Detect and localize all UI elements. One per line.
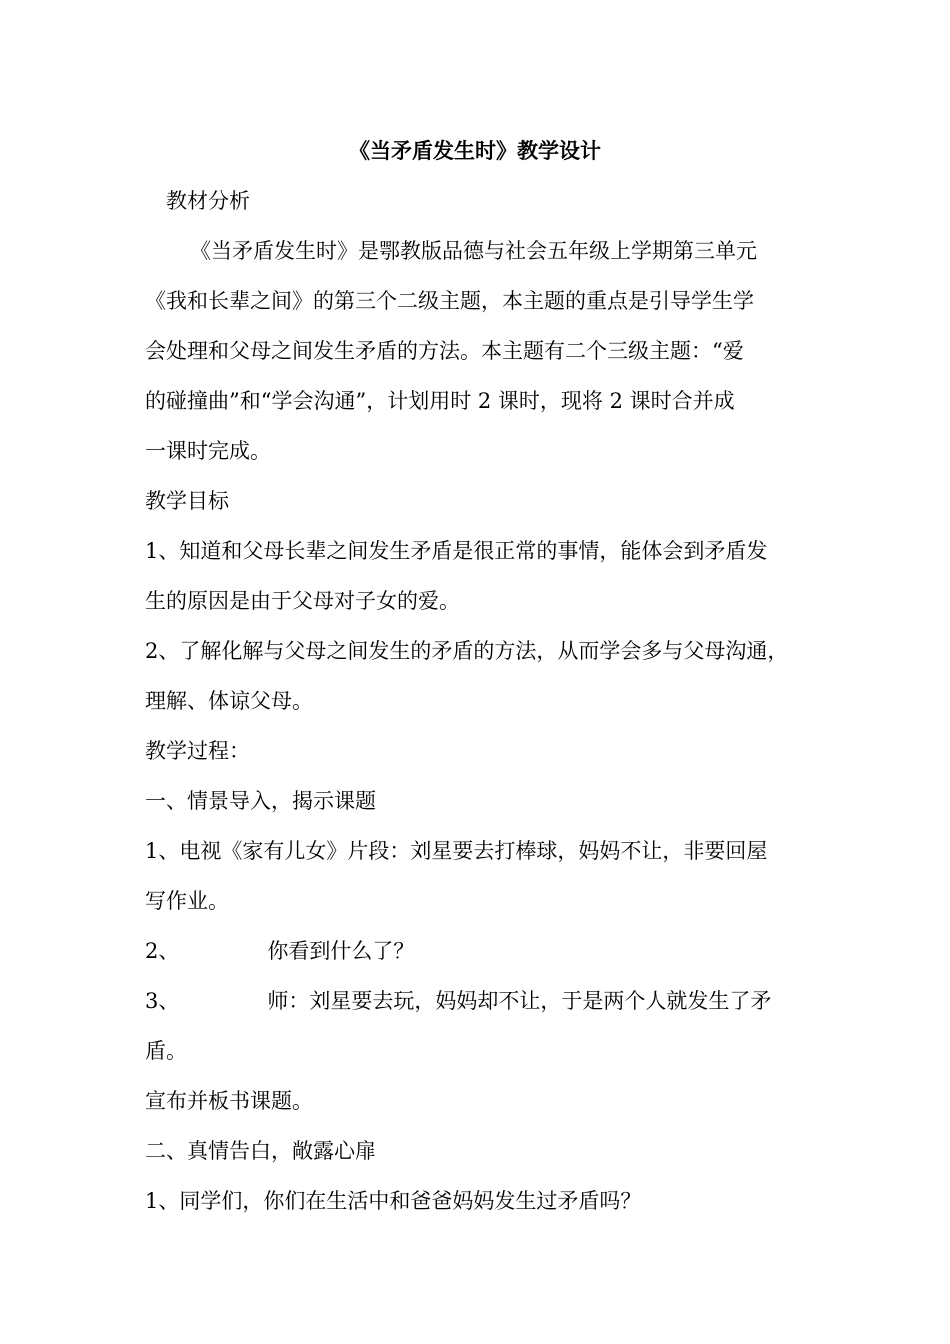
item-number: 3、	[145, 989, 180, 1013]
item-text: 师：刘星要去玩，妈妈却不让，于是两个人就发生了矛	[267, 989, 772, 1013]
paragraph-line: 写作业。	[145, 889, 229, 913]
paragraph-line: 《我和长辈之间》的第三个二级主题，本主题的重点是引导学生学	[145, 289, 754, 313]
paragraph-line: 的碰撞曲”和“学会沟通”，计划用时 2 课时，现将 2 课时合并成	[145, 389, 735, 413]
paragraph-line: 宣布并板书课题。	[145, 1089, 313, 1113]
paragraph-line: 盾。	[145, 1039, 187, 1063]
paragraph-line: 《当矛盾发生时》是鄂教版品德与社会五年级上学期第三单元	[190, 239, 757, 263]
paragraph-line: 1、电视《家有儿女》片段：刘星要去打棒球，妈妈不让，非要回屋	[145, 839, 768, 863]
paragraph-line: 一课时完成。	[145, 439, 271, 463]
numbered-item	[145, 986, 771, 1016]
heading-teaching-process: 教学过程：	[145, 739, 250, 763]
paragraph-line: 理解、体谅父母。	[145, 689, 313, 713]
section-heading: 二、真情告白，敞露心扉	[145, 1139, 376, 1163]
document-title: 《当矛盾发生时》教学设计	[349, 138, 601, 163]
section-heading: 一、情景导入，揭示课题	[145, 789, 376, 813]
item-text: 你看到什么了？	[267, 939, 415, 963]
numbered-item	[145, 936, 414, 966]
heading-material-analysis: 教材分析	[166, 189, 250, 213]
paragraph-line: 1、知道和父母长辈之间发生矛盾是很正常的事情，能体会到矛盾发	[145, 539, 768, 563]
paragraph-line: 会处理和父母之间发生矛盾的方法。本主题有二个三级主题：“爱	[145, 339, 744, 363]
paragraph-line: 2、了解化解与父母之间发生的矛盾的方法，从而学会多与父母沟通，	[145, 639, 789, 663]
item-number: 2、	[145, 939, 180, 963]
paragraph-line: 1、同学们，你们在生活中和爸爸妈妈发生过矛盾吗？	[145, 1189, 642, 1213]
paragraph-line: 生的原因是由于父母对子女的爱。	[145, 589, 460, 613]
heading-teaching-goals: 教学目标	[145, 489, 229, 513]
